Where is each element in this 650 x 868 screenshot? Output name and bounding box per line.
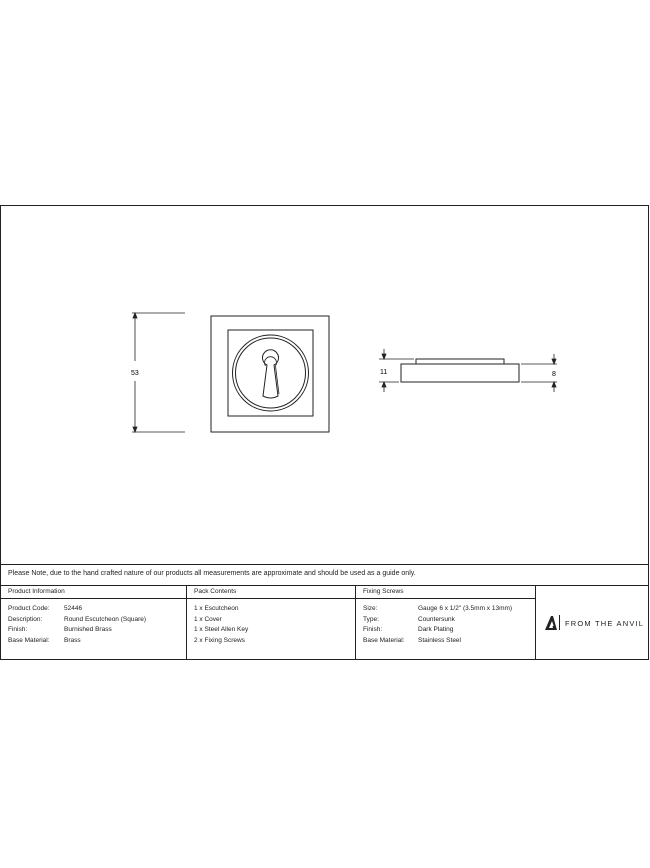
fixing-screws	[356, 586, 536, 660]
screw-finish-row: Finish: Dark Plating	[363, 626, 454, 633]
logo-separator	[559, 615, 560, 630]
round-rose	[233, 335, 309, 411]
inner-square	[228, 330, 313, 416]
side-view	[401, 359, 519, 382]
side-total-label: 11	[380, 369, 388, 376]
height-dimension	[132, 313, 185, 432]
brand-name: FROM THE ANVIL	[565, 619, 645, 628]
side-body	[401, 364, 519, 382]
pack-item: 1 x Escutcheon	[194, 605, 239, 612]
screw-material-row: Base Material: Stainless Steel	[363, 636, 461, 644]
pack-contents	[187, 586, 356, 660]
pack-contents-heading: Pack Contents	[187, 586, 355, 599]
product-information-heading: Product Information	[1, 586, 186, 599]
screw-size-row: Size: Gauge 6 x 1/2" (3.5mm x 13mm)	[363, 605, 513, 612]
side-rose	[416, 359, 504, 364]
product-information	[1, 586, 187, 660]
outer-square-plate	[211, 316, 329, 432]
info-table	[1, 586, 648, 660]
measurement-note: Please Note, due to the hand crafted nature of our products all measurements are approximate and should be used as a guide only.	[8, 570, 416, 577]
product-code-row: Product Code: 52446	[8, 605, 83, 612]
description-row: Description: Round Escutcheon (Square)	[8, 615, 147, 623]
brand-logo	[536, 586, 648, 660]
pack-item: 1 x Steel Allen Key	[194, 626, 249, 633]
pack-item: 2 x Fixing Screws	[194, 636, 245, 644]
fixing-screws-heading: Fixing Screws	[356, 586, 535, 599]
finish-row: Finish: Burnished Brass	[8, 626, 112, 633]
screw-type-row: Type: Countersunk	[363, 615, 455, 623]
technical-drawing	[1, 206, 648, 564]
anvil-logo-icon	[544, 615, 558, 631]
height-label: 53	[131, 370, 139, 377]
note-row	[1, 564, 648, 586]
spec-sheet	[0, 205, 649, 660]
base-material-row: Base Material: Brass	[8, 636, 81, 644]
pack-item: 1 x Cover	[194, 615, 222, 623]
front-view	[211, 316, 329, 432]
side-body-label: 8	[552, 371, 556, 378]
